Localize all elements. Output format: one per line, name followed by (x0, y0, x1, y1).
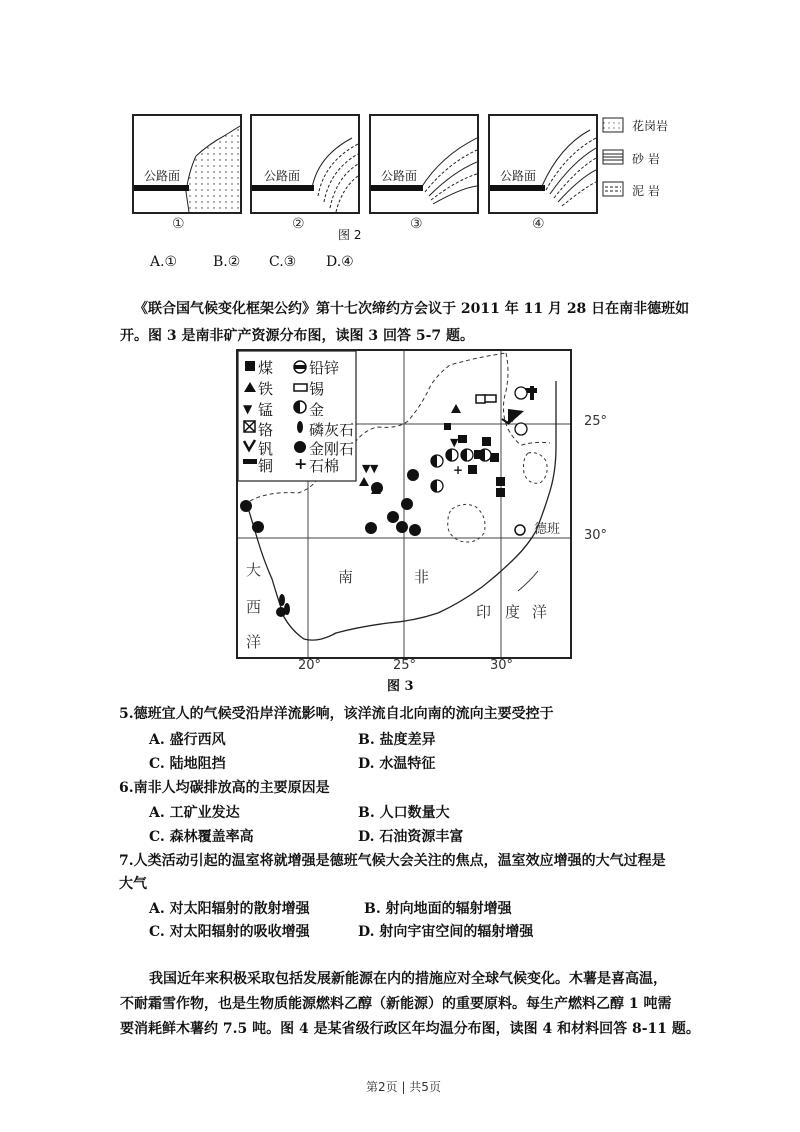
panel-number-3: ③ (410, 216, 423, 232)
fig2-legend-swatches (602, 116, 626, 204)
iron-marker (359, 477, 369, 486)
phosphate-icon (297, 421, 303, 433)
durban-label: 德班 (534, 522, 561, 537)
asbestos-marker: + (453, 463, 464, 477)
legend-iron: 铁 (258, 380, 274, 398)
lon-label-30: 30° (490, 658, 514, 673)
legend-coal: 煤 (258, 359, 274, 377)
coal-marker (496, 488, 505, 497)
coal-marker (496, 477, 505, 486)
legend-phosphate: 磷灰石 (309, 421, 355, 439)
road-surface-label: 公路面 (381, 169, 418, 183)
diamond-marker (252, 521, 264, 533)
durban-marker (515, 525, 525, 535)
intro1-line2: 开。图 3 是南非矿产资源分布图，读图 3 回答 5-7 题。 (120, 328, 475, 344)
indian-char-3: 洋 (532, 603, 548, 621)
coal-icon (245, 361, 255, 371)
manganese-marker: ▼ (508, 411, 517, 424)
chromium-marker (476, 395, 485, 403)
south-africa-map (238, 351, 570, 657)
diamond-marker (409, 524, 421, 536)
diamond-marker (240, 500, 252, 512)
q6-option-c: C. 森林覆盖率高 (149, 829, 254, 845)
q6-option-d: D. 石油资源丰富 (358, 829, 464, 845)
map-label-africa: 非 (414, 568, 430, 586)
diamond-marker (365, 522, 377, 534)
q4-option-a: A.① (150, 254, 178, 270)
intro2-line3: 要消耗鲜木薯约 7.5 吨。图 4 是某省级行政区年均温分布图，读图 4 和材料回答 8-11 题。 (120, 1021, 700, 1037)
coal-marker (468, 465, 477, 474)
legend-diamond: 金刚石 (309, 440, 355, 458)
q5-stem: 5.德班宜人的气候受沿岸洋流影响，该洋流自北向南的流向主要受控于 (119, 706, 554, 722)
q7-option-b: B. 射向地面的辐射增强 (364, 901, 512, 917)
copper-marker (530, 386, 534, 400)
diamond-marker (401, 498, 413, 510)
rock-section-drawing (371, 116, 477, 212)
lesotho-border (448, 504, 485, 542)
swaziland-border (524, 453, 548, 484)
legend-chromium: 铬 (258, 421, 274, 439)
intro2-line2: 不耐霜雪作物，也是生物质能源燃料乙醇（新能源）的重要原料。每生产燃料乙醇 1 吨需 (120, 996, 672, 1012)
tin-icon (294, 384, 307, 391)
asbestos-icon: + (294, 454, 308, 473)
manganese-icon: ▼ (243, 402, 253, 416)
mudstone-swatch (603, 182, 623, 196)
copper-marker (458, 435, 467, 443)
manganese-marker: ▼ (370, 462, 379, 475)
map-label-south: 南 (338, 568, 354, 586)
diamond-icon (294, 441, 306, 453)
fig2-panel-3 (369, 114, 479, 214)
granite-swatch (603, 118, 623, 132)
intro2-line1: 我国近年来积极采取包括发展新能源在内的措施应对全球气候变化。木薯是喜高温， (149, 971, 667, 987)
q7-stem-line2: 大气 (119, 876, 147, 892)
legend-copper: 铜 (258, 457, 274, 475)
q4-option-c: C.③ (269, 254, 297, 270)
panel-number-2: ② (292, 216, 305, 232)
chromium-marker (444, 423, 451, 430)
iron-marker (451, 404, 461, 413)
panel-number-4: ④ (532, 216, 545, 232)
fig2-caption: 图 2 (338, 228, 362, 242)
q4-option-d: D.④ (326, 254, 354, 270)
intro1-line1: 《联合国气候变化框架公约》第十七次缔约方会议于 2011 年 11 月 28 日在南非德班如 (134, 301, 690, 317)
legend-manganese: 锰 (258, 401, 274, 419)
legend-asbestos: 石棉 (309, 457, 340, 475)
q5-option-c: C. 陆地阻挡 (149, 756, 226, 772)
indian-char-1: 印 (476, 603, 492, 621)
fig3-caption: 图 3 (387, 679, 414, 694)
q5-option-a: A. 盛行西风 (149, 732, 226, 748)
manganese-marker: ▼ (450, 436, 459, 449)
lon-label-20: 20° (298, 658, 322, 673)
road-surface-label: 公路面 (264, 169, 301, 183)
rock-section-drawing (134, 116, 240, 212)
q6-option-b: B. 人口数量大 (358, 805, 450, 821)
diamond-marker (396, 521, 408, 533)
coal-marker (482, 437, 491, 446)
fig3-map (236, 349, 572, 659)
copper-icon (243, 459, 257, 464)
rock-section-drawing (252, 116, 358, 212)
diamond-marker (387, 511, 399, 523)
road-surface-label: 公路面 (500, 169, 537, 183)
q5-option-d: D. 水温特征 (358, 756, 436, 772)
q6-stem: 6.南非人均碳排放高的主要原因是 (119, 780, 330, 796)
indian-char-2: 度 (505, 603, 521, 621)
legend-mudstone: 泥 岩 (632, 184, 660, 198)
q7-option-a: A. 对太阳辐射的散射增强 (149, 901, 310, 917)
legend-vanadium: 钒 (258, 440, 274, 458)
lat-label-25: 25° (584, 414, 608, 429)
fig2-panel-1 (132, 114, 242, 214)
manganese-marker: ▼ (362, 462, 371, 475)
atlantic-char-3: 洋 (246, 633, 262, 651)
q4-option-b: B.② (213, 254, 241, 270)
lead-zinc-marker (515, 423, 527, 435)
q7-stem-line1: 7.人类活动引起的温室将就增强是德班气候大会关注的焦点，温室效应增强的大气过程是 (119, 853, 666, 869)
page-footer: 第2页 | 共5页 (366, 1080, 441, 1094)
tin-marker (484, 395, 496, 402)
atlantic-char-2: 西 (246, 598, 262, 616)
legend-sandstone: 砂 岩 (632, 152, 660, 166)
fig2-panel-2 (250, 114, 360, 214)
q7-option-d: D. 射向宇宙空间的辐射增强 (358, 924, 534, 940)
legend-tin: 锡 (309, 380, 325, 398)
road-surface-label: 公路面 (144, 169, 181, 183)
q5-option-b: B. 盐度差异 (358, 732, 436, 748)
panel-number-1: ① (172, 216, 185, 232)
q7-option-c: C. 对太阳辐射的吸收增强 (149, 924, 310, 940)
atlantic-char-1: 大 (246, 561, 262, 579)
lead-zinc-marker (515, 387, 527, 399)
lon-label-25: 25° (393, 658, 417, 673)
legend-granite: 花岗岩 (632, 119, 669, 133)
q6-option-a: A. 工矿业发达 (149, 805, 240, 821)
lat-label-30: 30° (584, 528, 608, 543)
diamond-marker (407, 469, 419, 481)
legend-gold: 金 (309, 401, 325, 419)
legend-lead-zinc: 铅锌 (309, 359, 340, 377)
fig2-panel-4 (488, 114, 598, 214)
rock-section-drawing (490, 116, 596, 212)
